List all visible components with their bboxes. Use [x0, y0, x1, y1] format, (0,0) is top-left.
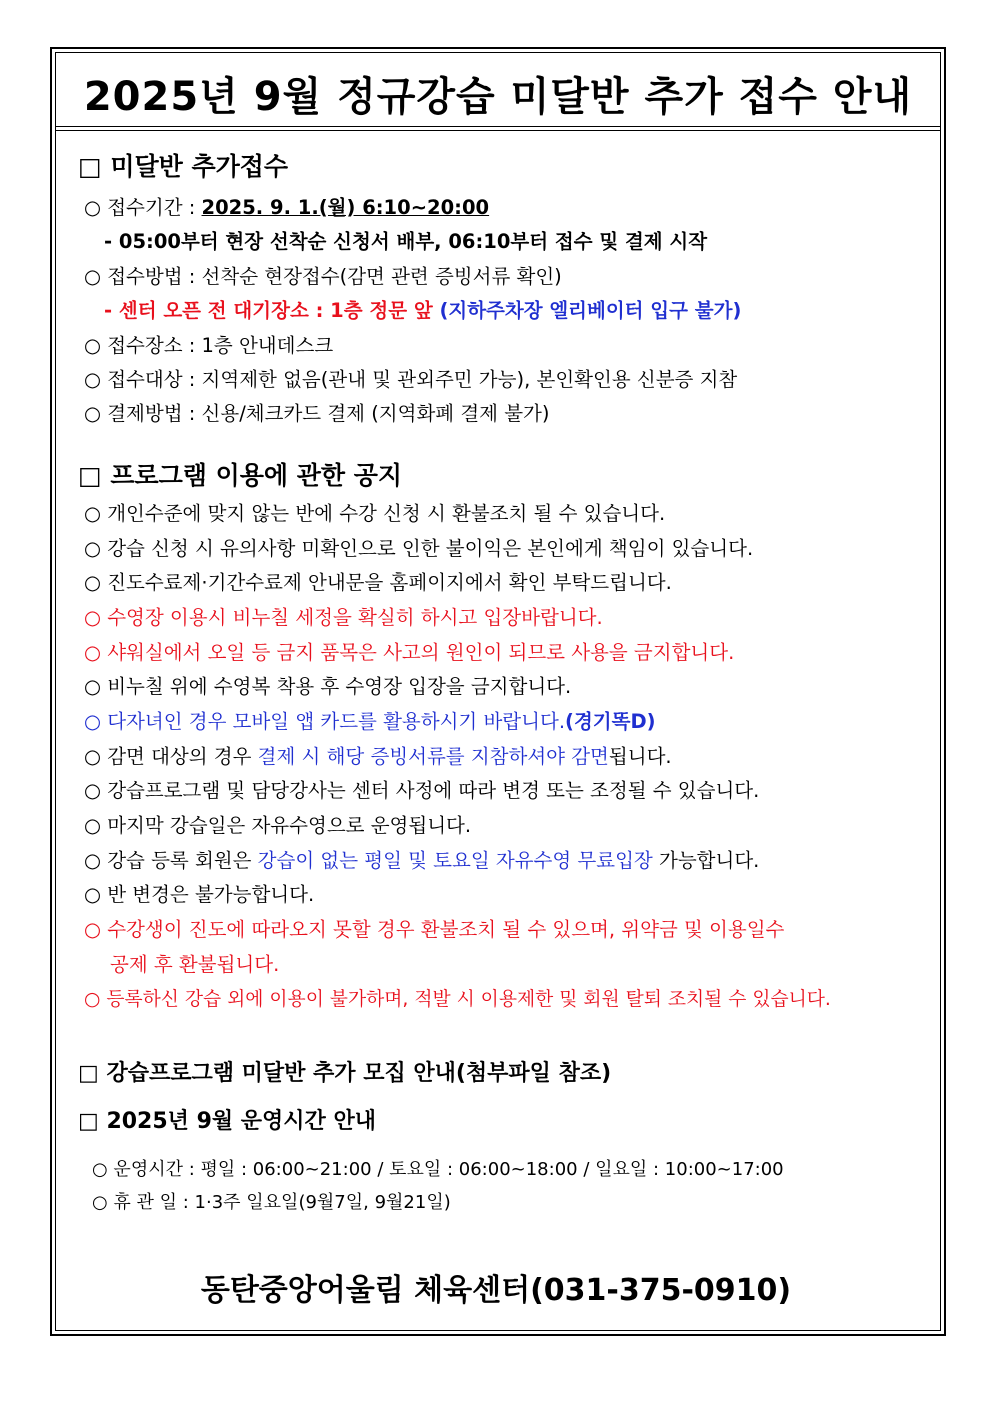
- notice-item: [84, 845, 759, 873]
- notice-item: ○ 반 변경은 불가능합니다.: [84, 883, 315, 906]
- notice-item: ○ 샤워실에서 오일 등 금지 품목은 사고의 원인이 되므로 사용을 금지합니다.: [84, 641, 735, 664]
- notice-item: ○ 마지막 강습일은 자유수영으로 운영됩니다.: [84, 814, 472, 837]
- notice-item: [84, 741, 672, 769]
- notice-item: ○ 진도수료제·기간수료제 안내문을 홈페이지에서 확인 부탁드립니다.: [84, 571, 672, 594]
- section-heading-program-notice: □ 프로그램 이용에 관한 공지: [78, 461, 403, 490]
- notice-item-app-name: (경기똑D): [565, 710, 656, 733]
- registration-place: ○ 접수장소 : 1층 안내데스크: [84, 334, 334, 357]
- notice-item-continued: 공제 후 환불됩니다.: [110, 953, 280, 976]
- notice-item-text: 가능합니다.: [652, 849, 760, 872]
- title-box: [56, 53, 940, 127]
- notice-item: ○ 수영장 이용시 비누칠 세정을 확실히 하시고 입장바랍니다.: [84, 606, 603, 629]
- closed-days: ○ 휴 관 일 : 1·3주 일요일(9월7일, 9월21일): [92, 1192, 451, 1213]
- notice-item: [84, 706, 656, 734]
- section-heading-recruitment: □ 강습프로그램 미달반 추가 모집 안내(첨부파일 참조): [78, 1061, 612, 1086]
- notice-item: ○ 등록하신 강습 외에 이용이 불가하며, 적발 시 이용제한 및 회원 탈퇴 조치될 수 있습니다.: [84, 989, 831, 1010]
- section-heading-additional-registration: □ 미달반 추가접수: [78, 152, 289, 181]
- waiting-place-note: [104, 295, 741, 323]
- registration-method: ○ 접수방법 : 선착순 현장접수(감면 관련 증빙서류 확인): [84, 265, 562, 288]
- center-name-phone: 동탄중앙어울림 체육센터(031-375-0910): [200, 1273, 792, 1308]
- notice-item: ○ 강습프로그램 및 담당강사는 센터 사정에 따라 변경 또는 조정될 수 있습니다.: [84, 779, 760, 802]
- registration-target: ○ 접수대상 : 지역제한 없음(관내 및 관외주민 가능), 본인확인용 신분증 지참: [84, 368, 738, 391]
- notice-item: ○ 강습 신청 시 유의사항 미확인으로 인한 불이익은 본인에게 책임이 있습니다.: [84, 537, 754, 560]
- registration-period-label: ○ 접수기간 :: [84, 196, 202, 219]
- registration-period-value: 2025. 9. 1.(월) 6:10~20:00: [201, 196, 490, 219]
- waiting-place-red: - 센터 오픈 전 대기장소 : 1층 정문 앞: [104, 299, 433, 322]
- notice-item: ○ 비누칠 위에 수영복 착용 후 수영장 입장을 금지합니다.: [84, 675, 572, 698]
- notice-item-text: ○ 강습 등록 회원은: [84, 849, 258, 872]
- notice-item-highlight: 강습이 없는 평일 및 토요일 자유수영 무료입장: [257, 849, 653, 872]
- section-heading-operating-hours: □ 2025년 9월 운영시간 안내: [78, 1109, 376, 1134]
- waiting-place-blue: (지하주차장 엘리베이터 입구 불가): [432, 299, 742, 322]
- notice-item-highlight: 결제 시 해당 증빙서류를 지참하셔야 감면: [257, 745, 609, 768]
- page-title: 2025년 9월 정규강습 미달반 추가 접수 안내: [83, 74, 913, 120]
- notice-item: ○ 수강생이 진도에 따라오지 못할 경우 환불조치 될 수 있으며, 위약금 및 이용일수: [84, 918, 785, 941]
- notice-item: ○ 개인수준에 맞지 않는 반에 수강 신청 시 환불조치 될 수 있습니다.: [84, 502, 666, 525]
- registration-period-detail: - 05:00부터 현장 선착순 신청서 배부, 06:10부터 접수 및 결제 시작: [104, 230, 708, 253]
- payment-method: ○ 결제방법 : 신용/체크카드 결제 (지역화폐 결제 불가): [84, 402, 550, 425]
- operating-hours: ○ 운영시간 : 평일 : 06:00~21:00 / 토요일 : 06:00~18:00 / 일요일 : 10:00~17:00: [92, 1159, 784, 1180]
- registration-period: [84, 192, 489, 220]
- notice-item-text: ○ 감면 대상의 경우: [84, 745, 258, 768]
- notice-item-text: 됩니다.: [608, 745, 672, 768]
- notice-item-text: ○ 다자녀인 경우 모바일 앱 카드를 활용하시기 바랍니다.: [84, 710, 566, 733]
